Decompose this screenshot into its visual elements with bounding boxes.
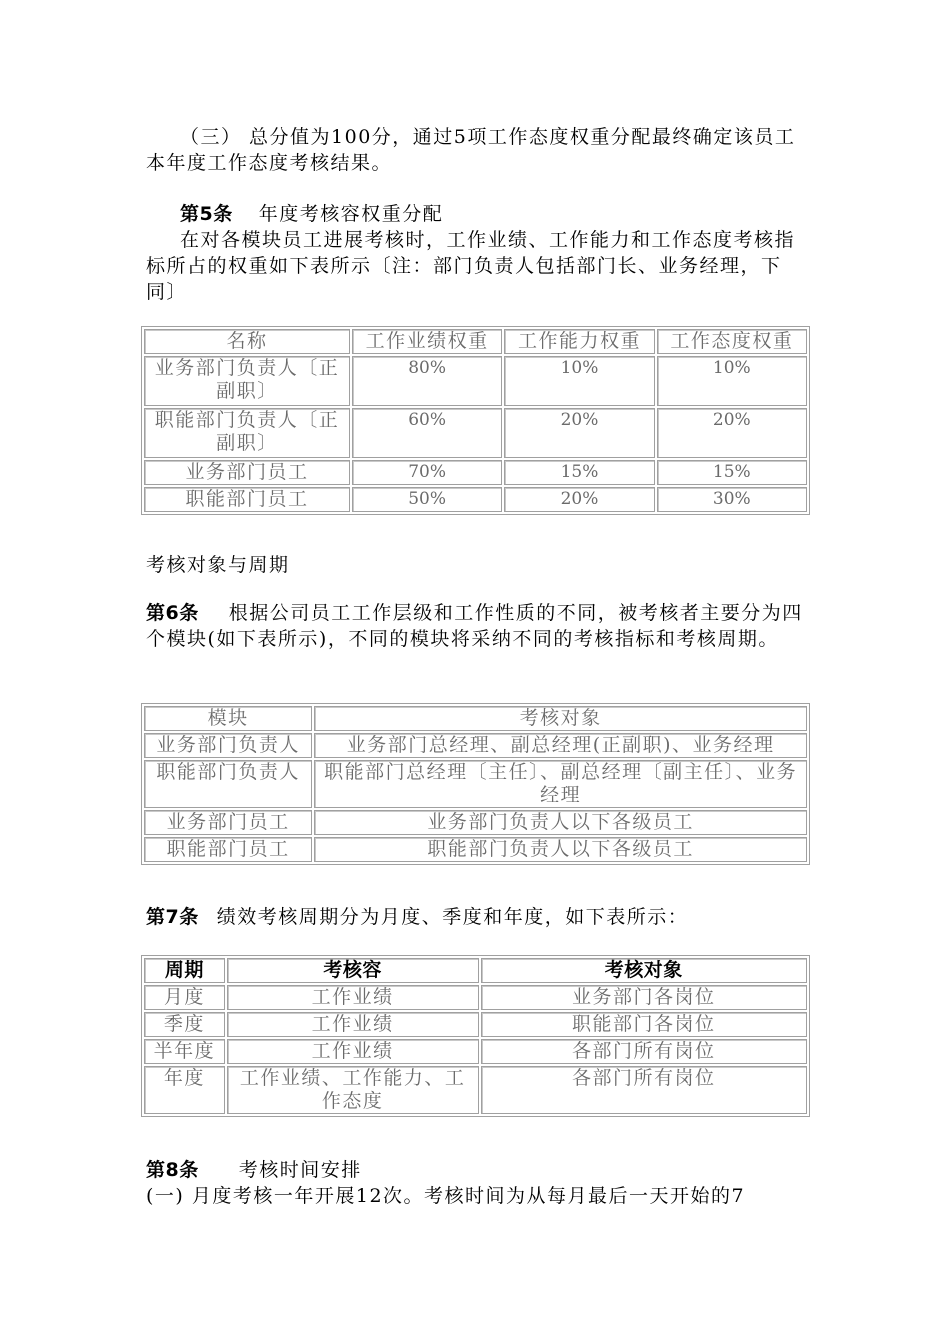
module-cell-name: 职能部门员工 [144, 837, 312, 862]
cycle-cell-period: 月度 [144, 985, 225, 1010]
table-row [144, 837, 807, 862]
cycle-table [141, 955, 810, 1117]
table-row [144, 487, 807, 512]
cycle-cell-content: 工作业绩 [227, 985, 479, 1010]
cycle-cell-content: 工作业绩 [227, 1012, 479, 1037]
table-row [144, 760, 807, 808]
cycle-cell-content: 工作业绩 [227, 1039, 479, 1064]
paragraph-total-score: （三） 总分值为100分，通过5项工作态度权重分配最终确定该员工本年度工作态度考核结果。 [146, 126, 796, 174]
module-cell-name: 业务部门负责人 [144, 733, 312, 758]
table-row [144, 985, 807, 1010]
article-6 [146, 600, 810, 652]
cycle-cell-target: 业务部门各岗位 [481, 985, 807, 1010]
article-8-body: (一) 月度考核一年开展12次。考核时间为从每月最后一天开始的7 [146, 1185, 746, 1207]
weight-cell-value: 30% [657, 487, 807, 512]
article-5-title: 年度考核容权重分配 [258, 203, 444, 225]
weight-col-attitude: 工作态度权重 [657, 329, 807, 354]
weight-cell-value: 60% [352, 408, 502, 458]
article-7 [146, 904, 810, 930]
module-cell-target: 业务部门负责人以下各级员工 [314, 810, 807, 835]
table-row [144, 408, 807, 458]
article-7-body: 绩效考核周期分为月度、季度和年度，如下表所示： [216, 906, 689, 928]
weight-col-ability: 工作能力权重 [504, 329, 654, 354]
weight-cell-value: 20% [657, 408, 807, 458]
article-8-heading [146, 1157, 810, 1183]
article-6-body: 根据公司员工工作层级和工作性质的不同，被考核者主要分为四个模块(如下表所示)，不同的模块将采纳不同的考核指标和考核周期。 [146, 602, 803, 650]
weight-cell-value: 10% [504, 356, 654, 406]
article-6-label: 第6条 [146, 602, 199, 624]
article-8-title: 考核时间安排 [238, 1159, 362, 1181]
module-cell-target: 业务部门总经理、副总经理(正副职)、业务经理 [314, 733, 807, 758]
module-cell-name: 业务部门员工 [144, 810, 312, 835]
cycle-cell-period: 半年度 [144, 1039, 225, 1064]
table-row [144, 356, 807, 406]
article-5 [146, 201, 810, 305]
module-table-header [144, 706, 807, 731]
weight-cell-value: 80% [352, 356, 502, 406]
weight-cell-value: 15% [504, 460, 654, 485]
weight-cell-value: 10% [657, 356, 807, 406]
weight-table [141, 326, 810, 515]
table-row [144, 460, 807, 485]
module-col-module: 模块 [144, 706, 312, 731]
cycle-col-content: 考核容 [227, 958, 479, 983]
module-cell-name: 职能部门负责人 [144, 760, 312, 808]
weight-cell-name: 业务部门员工 [144, 460, 350, 485]
cycle-cell-target: 职能部门各岗位 [481, 1012, 807, 1037]
cycle-cell-period: 季度 [144, 1012, 225, 1037]
weight-col-name: 名称 [144, 329, 350, 354]
module-table [141, 703, 810, 865]
cycle-cell-period: 年度 [144, 1066, 225, 1114]
weight-col-performance: 工作业绩权重 [352, 329, 502, 354]
article-8-label: 第8条 [146, 1159, 199, 1181]
weight-cell-value: 20% [504, 408, 654, 458]
cycle-cell-content: 工作业绩、工作能力、工作态度 [227, 1066, 479, 1114]
weight-cell-value: 20% [504, 487, 654, 512]
weight-table-header [144, 329, 807, 354]
table-row [144, 810, 807, 835]
article-5-label: 第5条 [180, 203, 233, 225]
article-7-label: 第7条 [146, 906, 199, 928]
article-5-body: 在对各模块员工进展考核时，工作业绩、工作能力和工作态度考核指标所占的权重如下表所示〔注：部门负责人包括部门长、业务经理，下同〕 [146, 229, 796, 303]
cycle-table-header [144, 958, 807, 983]
weight-cell-name: 职能部门员工 [144, 487, 350, 512]
weight-cell-value: 70% [352, 460, 502, 485]
table-row [144, 1066, 807, 1114]
weight-cell-name: 业务部门负责人〔正副职〕 [144, 356, 350, 406]
weight-cell-value: 50% [352, 487, 502, 512]
article-8 [146, 1157, 810, 1209]
cycle-col-period: 周期 [144, 958, 225, 983]
table-row [144, 1039, 807, 1064]
section-heading: 考核对象与周期 [146, 554, 290, 576]
cycle-cell-target: 各部门所有岗位 [481, 1039, 807, 1064]
module-cell-target: 职能部门总经理〔主任〕、副总经理〔副主任〕、业务经理 [314, 760, 807, 808]
article-5-heading [146, 201, 810, 227]
cycle-cell-target: 各部门所有岗位 [481, 1066, 807, 1114]
module-cell-target: 职能部门负责人以下各级员工 [314, 837, 807, 862]
weight-cell-value: 15% [657, 460, 807, 485]
module-col-target: 考核对象 [314, 706, 807, 731]
table-row [144, 733, 807, 758]
table-row [144, 1012, 807, 1037]
cycle-col-target: 考核对象 [481, 958, 807, 983]
weight-cell-name: 职能部门负责人〔正副职〕 [144, 408, 350, 458]
